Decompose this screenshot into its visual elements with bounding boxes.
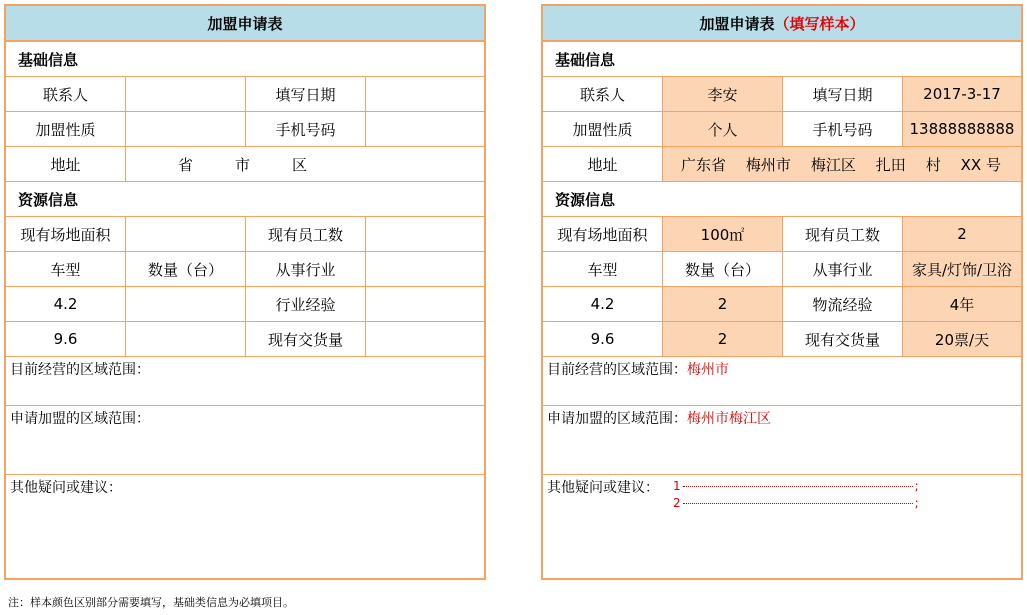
experience-field[interactable] xyxy=(366,287,484,321)
type-value[interactable]: 个人 xyxy=(663,112,783,146)
type-field[interactable] xyxy=(126,112,246,146)
suggestion-label: 其他疑问或建议： xyxy=(547,480,659,496)
form-title-main: 加盟申请表 xyxy=(699,14,775,33)
blank-form xyxy=(4,4,486,580)
current-region-field[interactable] xyxy=(543,357,1021,406)
type-label: 加盟性质 xyxy=(543,112,663,146)
dotted-line xyxy=(683,486,913,487)
suggestion-field[interactable] xyxy=(6,475,484,578)
phone-label: 手机号码 xyxy=(783,112,903,146)
current-region-label: 目前经营的区域范围： xyxy=(10,362,150,378)
suggestion-line-2 xyxy=(673,496,919,510)
type-label: 加盟性质 xyxy=(6,112,126,146)
addr-province: 省 xyxy=(178,155,194,174)
staff-field[interactable] xyxy=(366,217,484,251)
basic-info-section: 基础信息 xyxy=(543,42,1021,77)
table-row xyxy=(543,147,1021,182)
contact-value[interactable]: 李安 xyxy=(663,77,783,111)
apply-region-field[interactable] xyxy=(6,406,484,475)
address-field[interactable] xyxy=(126,147,484,181)
vehicle-qty-1-value[interactable]: 2 xyxy=(663,287,783,321)
delivery-label: 现有交货量 xyxy=(783,322,903,356)
current-region-field[interactable] xyxy=(6,357,484,406)
staff-value[interactable]: 2 xyxy=(903,217,1021,251)
table-row xyxy=(6,77,484,112)
basic-info-section: 基础信息 xyxy=(6,42,484,77)
table-row xyxy=(543,252,1021,287)
addr-city: 市 xyxy=(235,155,251,174)
dotted-line xyxy=(683,503,913,504)
delivery-label: 现有交货量 xyxy=(246,322,366,356)
suggestion-number-1: 1 xyxy=(673,479,681,493)
vehicle-type-1: 4.2 xyxy=(6,287,126,321)
table-row xyxy=(6,252,484,287)
table-row xyxy=(6,112,484,147)
addr-city: 梅州市 xyxy=(745,155,791,174)
date-field[interactable] xyxy=(366,77,484,111)
addr-village: 村 xyxy=(925,155,941,174)
delivery-value[interactable]: 20票/天 xyxy=(903,322,1021,356)
vehicle-qty-1-field[interactable] xyxy=(126,287,246,321)
table-row xyxy=(543,287,1021,322)
addr-province: 广东省 xyxy=(680,155,726,174)
phone-label: 手机号码 xyxy=(246,112,366,146)
addr-number: XX 号 xyxy=(960,155,1001,174)
current-region-label: 目前经营的区域范围： xyxy=(547,362,687,378)
footnote: 注：样本颜色区别部分需要填写，基础类信息为必填项目。 xyxy=(8,596,294,609)
apply-region-value: 梅州市梅江区 xyxy=(687,411,771,427)
industry-value[interactable]: 家具/灯饰/卫浴 xyxy=(903,252,1021,286)
qty-label: 数量（台） xyxy=(126,252,246,286)
addr-district: 区 xyxy=(292,155,308,174)
area-label: 现有场地面积 xyxy=(6,217,126,251)
suggestion-end-2: ; xyxy=(914,496,919,510)
table-row xyxy=(6,322,484,357)
address-label: 地址 xyxy=(543,147,663,181)
apply-region-label: 申请加盟的区域范围： xyxy=(547,411,687,427)
date-value[interactable]: 2017-3-17 xyxy=(903,77,1021,111)
date-label: 填写日期 xyxy=(783,77,903,111)
sample-form xyxy=(541,4,1023,580)
contact-field[interactable] xyxy=(126,77,246,111)
table-row xyxy=(543,112,1021,147)
current-region-value: 梅州市 xyxy=(687,362,729,378)
form-title xyxy=(543,6,1021,42)
vehicle-label: 车型 xyxy=(543,252,663,286)
address-value[interactable] xyxy=(663,147,1021,181)
vehicle-type-1: 4.2 xyxy=(543,287,663,321)
suggestion-field[interactable] xyxy=(543,475,1021,578)
vehicle-type-2: 9.6 xyxy=(6,322,126,356)
vehicle-qty-2-field[interactable] xyxy=(126,322,246,356)
resource-info-section: 资源信息 xyxy=(6,182,484,217)
table-row xyxy=(543,217,1021,252)
vehicle-qty-2-value[interactable]: 2 xyxy=(663,322,783,356)
suggestion-end-1: ; xyxy=(914,479,919,493)
area-value[interactable]: 100㎡ xyxy=(663,217,783,251)
experience-value[interactable]: 4年 xyxy=(903,287,1021,321)
industry-label: 从事行业 xyxy=(783,252,903,286)
phone-value[interactable]: 13888888888 xyxy=(903,112,1021,146)
suggestion-line-1 xyxy=(673,479,919,493)
contact-label: 联系人 xyxy=(543,77,663,111)
resource-info-section: 资源信息 xyxy=(543,182,1021,217)
form-title: 加盟申请表 xyxy=(6,6,484,42)
table-row xyxy=(543,322,1021,357)
form-title-sample: （填写样本） xyxy=(774,14,865,33)
apply-region-field[interactable] xyxy=(543,406,1021,475)
staff-label: 现有员工数 xyxy=(246,217,366,251)
apply-region-label: 申请加盟的区域范围： xyxy=(10,411,150,427)
table-row xyxy=(6,287,484,322)
qty-label: 数量（台） xyxy=(663,252,783,286)
addr-town: 扎田 xyxy=(875,155,906,174)
experience-label: 行业经验 xyxy=(246,287,366,321)
table-row xyxy=(543,77,1021,112)
phone-field[interactable] xyxy=(366,112,484,146)
delivery-field[interactable] xyxy=(366,322,484,356)
contact-label: 联系人 xyxy=(6,77,126,111)
suggestion-label: 其他疑问或建议： xyxy=(10,480,122,496)
address-label: 地址 xyxy=(6,147,126,181)
vehicle-type-2: 9.6 xyxy=(543,322,663,356)
table-row xyxy=(6,147,484,182)
area-label: 现有场地面积 xyxy=(543,217,663,251)
staff-label: 现有员工数 xyxy=(783,217,903,251)
industry-field[interactable] xyxy=(366,252,484,286)
area-field[interactable] xyxy=(126,217,246,251)
addr-district: 梅江区 xyxy=(810,155,856,174)
experience-label: 物流经验 xyxy=(783,287,903,321)
industry-label: 从事行业 xyxy=(246,252,366,286)
suggestion-number-2: 2 xyxy=(673,496,681,510)
table-row xyxy=(6,217,484,252)
date-label: 填写日期 xyxy=(246,77,366,111)
vehicle-label: 车型 xyxy=(6,252,126,286)
